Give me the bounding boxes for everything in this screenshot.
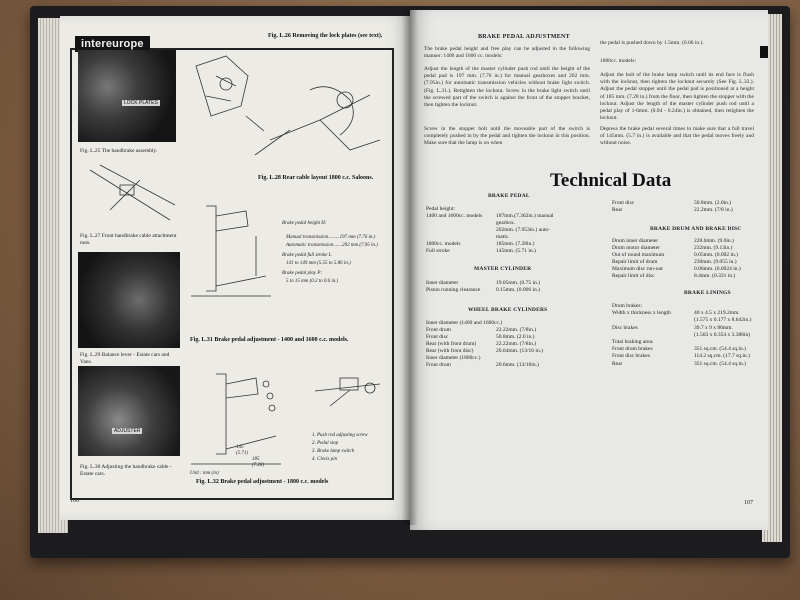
table-row-label: Front drum brakes bbox=[612, 346, 653, 353]
fig-l31-note-7: 5 to 15 mm (0.2 to 0.6 in.) bbox=[286, 279, 339, 284]
table-row-value: matic. bbox=[496, 234, 510, 240]
table-row-value: 351 sq.cm. (54.4 sq.in.) bbox=[694, 360, 746, 367]
table-row-label: Repair limit of disc bbox=[612, 273, 655, 279]
table-row-value: 22.2mm. (7/8 in.) bbox=[694, 207, 733, 213]
technical-data-title: Technical Data bbox=[550, 170, 672, 191]
table-row-label: Front drum bbox=[426, 327, 451, 333]
table-row-label: Rear (with front drum) bbox=[426, 341, 477, 347]
table-row-label: Pedal height: bbox=[426, 206, 455, 212]
table-row-value: 187mm.(7.362in.) manual bbox=[496, 213, 554, 219]
table-row-label: Width x thickness x length bbox=[612, 310, 671, 317]
fig-l31-note-6: Brake pedal play P: bbox=[282, 271, 323, 276]
table-row-label: 1400 and 1600cc. models bbox=[426, 213, 483, 219]
fig-l32-dim-3: 185 bbox=[252, 457, 260, 462]
table-row-value: 22.22mm. (7/8in.) bbox=[496, 341, 537, 347]
photo-tag-lock-plates: LOCK PLATES bbox=[124, 100, 158, 106]
caption-fig-l27: Fig. L.27 Front handbrake cable attachment nuts. bbox=[80, 233, 177, 246]
table-row-value: 50.8mm. (2.0 in.) bbox=[496, 334, 535, 340]
table-row-label: Repair limit of drum bbox=[612, 259, 658, 265]
fig-l31-note-3: Automatic transmission.......202 mm (7.95 in.) bbox=[286, 243, 378, 248]
caption-fig-l32: Fig. L.32 Brake pedal adjustment - 1800 c.c. models bbox=[196, 479, 329, 485]
table-row-value: 40 x 4.5 x 219.2mm. bbox=[694, 310, 740, 317]
table-row-label: Rear bbox=[612, 360, 623, 367]
table-row-value: 351 sq.cm. (54.4 sq.in.) bbox=[694, 346, 746, 353]
fig-l32-dim-2: (5.71) bbox=[236, 451, 249, 456]
table-row-value: 202mm. (7.953in.) auto- bbox=[496, 227, 550, 233]
table-row-value: 145mm. (5.71 in.) bbox=[496, 248, 536, 254]
photo-adjusting-cable bbox=[78, 366, 180, 456]
table-row-label: Rear bbox=[612, 207, 623, 213]
fig-l32-unit: Unit : mm (in) bbox=[190, 471, 219, 476]
brand-logo: intereurope bbox=[75, 36, 150, 52]
table-row-label: Out of round maximum bbox=[612, 252, 665, 258]
table-row-label: Inner diameter bbox=[426, 280, 459, 286]
fig-l31-note-1: Brake pedal height H: bbox=[282, 221, 327, 226]
table-row-value: (1.575 x 0.177 x 8.642in.) bbox=[694, 317, 752, 324]
adjustment-col2-para-3: Depress the brake pedal several times to make sure that a full travel of 145mm. (5.7 in.) is available and that the pedal moves freely and without noise. bbox=[600, 126, 754, 147]
table-row-label: Front disc brakes bbox=[612, 353, 650, 360]
adjustment-para-3: Screw in the stopper bolt until the moveable part of the switch is completely pushed in by the pedal and tighten the locknut in this position. Make sure that the lamp is on when bbox=[424, 126, 590, 147]
table-row-value: 0.05mm. (0.002 in.) bbox=[694, 252, 738, 258]
table-row-value: 230mm. (9.055 in.) bbox=[694, 259, 737, 265]
drawing-front-cable bbox=[80, 160, 180, 230]
table-row-label: Front disc bbox=[612, 200, 635, 206]
table-row-value: 20.6mm. (13/16in.) bbox=[496, 362, 539, 368]
table-row-label: Drum motor diameter bbox=[612, 245, 660, 251]
section-linings: BRAKE LININGS bbox=[684, 290, 731, 296]
caption-fig-l31: Fig. L.31 Brake pedal adjustment - 1400 and 1600 c.c. models. bbox=[190, 337, 349, 343]
table-row-value: 39.7 x 9 x 86mm. bbox=[694, 324, 733, 331]
table-row-label: Inner diameter (1800cc.) bbox=[426, 355, 481, 361]
table-row-label: Inner diameter (1400 and 1600cc.) bbox=[426, 320, 503, 326]
table-row-value: 0.15mm. (0.006 in.) bbox=[496, 287, 540, 293]
fig-l32-dim-4: (7.28) bbox=[252, 463, 265, 468]
fig-l31-note-5: 141 to 149 mm (5.55 to 5.86 in.) bbox=[286, 261, 351, 266]
table-row-value: 22.22mm. (7/8in.) bbox=[496, 327, 537, 333]
fig-l32-legend-3: 3. Brake lamp switch bbox=[312, 449, 355, 454]
caption-fig-l28: Fig. L.28 Rear cable layout 1800 c.c. Saloons. bbox=[258, 175, 374, 181]
table-row-label: Drum brakes: bbox=[612, 303, 643, 309]
table-row-value: 20.64mm. (13/16 in.) bbox=[496, 348, 543, 354]
table-row-label: 1800cc. models bbox=[426, 241, 461, 247]
drawing-pedal-1400 bbox=[186, 196, 276, 311]
right-page-number: 107 bbox=[744, 500, 753, 506]
adjustment-col2-sub: 1800cc. models: bbox=[600, 58, 637, 64]
book-gutter bbox=[402, 10, 418, 525]
table-row-label: Full stroke bbox=[426, 248, 450, 254]
adjustment-col2-para-1: the pedal is pushed down by 1.5mm. (0.06 in.). bbox=[600, 40, 704, 46]
fig-l32-legend-2: 2. Pedal stop bbox=[312, 441, 339, 446]
adjustment-col2-para-2: Adjust the bolt of the brake lamp switch until its end face is flush with the locknut, then tighten the locknut securely (See Fig. L.32.). Adjust the pedal stopper until the pedal pad is positioned at a height of 185 mm. (7.28 in.) from the floor, then tighten the stopper with the locknut. Adjust the length of the master cylinder push rod until a pedal play of 1-6mm. (0.04 - 0.24in.) is obtained, then retighten the locknut. bbox=[600, 72, 754, 122]
section-wheel-cylinders: WHEEL BRAKE CYLINDERS bbox=[468, 307, 548, 313]
table-row-value: (1.563 x 0.354 x 3.386in) bbox=[694, 331, 751, 338]
table-row-value: 50.8mm. (2.0in.) bbox=[694, 200, 732, 206]
table-row-value: 185mm. (7.28in.) bbox=[496, 241, 535, 247]
caption-fig-l25: Fig. L.25 The handbrake assembly. bbox=[80, 148, 158, 154]
fig-l31-note-2: Manual transmission.........197 mm (7.76 in.) bbox=[286, 235, 376, 240]
fig-l32-legend-1: 1. Push rod adjusting screw bbox=[312, 433, 368, 438]
adjustment-para-1: The brake pedal height and free play can be adjusted in the following manner: 1400 and 1600 cc. models: bbox=[424, 46, 590, 60]
fig-l31-note-4: Brake pedal full stroke L bbox=[282, 253, 332, 258]
table-row-label: Maximum disc run-out bbox=[612, 266, 663, 272]
photo-tag-adjuster: ADJUSTER bbox=[114, 428, 141, 434]
adjustment-heading: BRAKE PEDAL ADJUSTMENT bbox=[478, 34, 570, 40]
drawing-switch-detail bbox=[310, 366, 390, 416]
caption-fig-l30: Fig. L.30 Adjusting the handbrake cable - Estate cars. bbox=[80, 464, 172, 477]
table-row-value: 114.2 sq.cm. (17.7 sq.in.) bbox=[694, 353, 750, 360]
section-master-cylinder: MASTER CYLINDER bbox=[474, 266, 532, 272]
table-row-value: gearbox. bbox=[496, 220, 516, 226]
fig-l32-dim-1: 145 bbox=[236, 445, 244, 450]
left-page-number: 106 bbox=[70, 498, 79, 504]
table-row-value: 19.05mm. (0.75 in.) bbox=[496, 280, 540, 286]
table-row-value: 0.06mm. (0.0024 in.) bbox=[694, 266, 741, 272]
table-row-label: Front drum bbox=[426, 362, 451, 368]
fig-l32-legend-4: 4. Clevis pin bbox=[312, 457, 338, 462]
adjustment-para-2: Adjust the length of the master cylinder push rod until the height of the pedal pad is 197 mm. (7.76 in.) for manual gearboxes and 202 mm. (7.95in.) for automatic transmission vehicles without brake light switch. (Fig. L.31.). Retighten the locknut. Screw in the brake light switch until the screwed part of the switch is against the front of the stopper bracket, then tighten the locknut. bbox=[424, 66, 590, 109]
table-row-label: Front disc bbox=[426, 334, 449, 340]
thumb-tab bbox=[760, 46, 768, 58]
table-row-label: Piston running clearance bbox=[426, 287, 481, 293]
caption-fig-l29: Fig. L.29 Balance lever - Estate cars and Vans. bbox=[80, 352, 170, 365]
section-brake-pedal: BRAKE PEDAL bbox=[488, 193, 530, 199]
table-row-value: 232mm. (9.13in.) bbox=[694, 245, 733, 251]
drawing-rear-cable bbox=[250, 60, 390, 170]
photo-balance-lever bbox=[78, 252, 180, 348]
table-row-label: Drum inner diameter bbox=[612, 238, 659, 244]
table-row-value: 8.4mm. (0.331 in.) bbox=[694, 273, 736, 279]
section-drum-disc: BRAKE DRUM AND BRAKE DISC bbox=[650, 226, 742, 232]
photo-handbrake-assembly bbox=[78, 50, 176, 142]
table-row-label: Total braking area: bbox=[612, 339, 654, 345]
caption-fig-l26: Fig. L.26 Removing the lock plates (see text). bbox=[268, 33, 383, 39]
table-row-value: 228.6mm. (9.0in.) bbox=[694, 238, 734, 244]
table-row-label: Rear (with front disc) bbox=[426, 348, 474, 354]
table-row-label: Disc brakes bbox=[612, 324, 638, 331]
